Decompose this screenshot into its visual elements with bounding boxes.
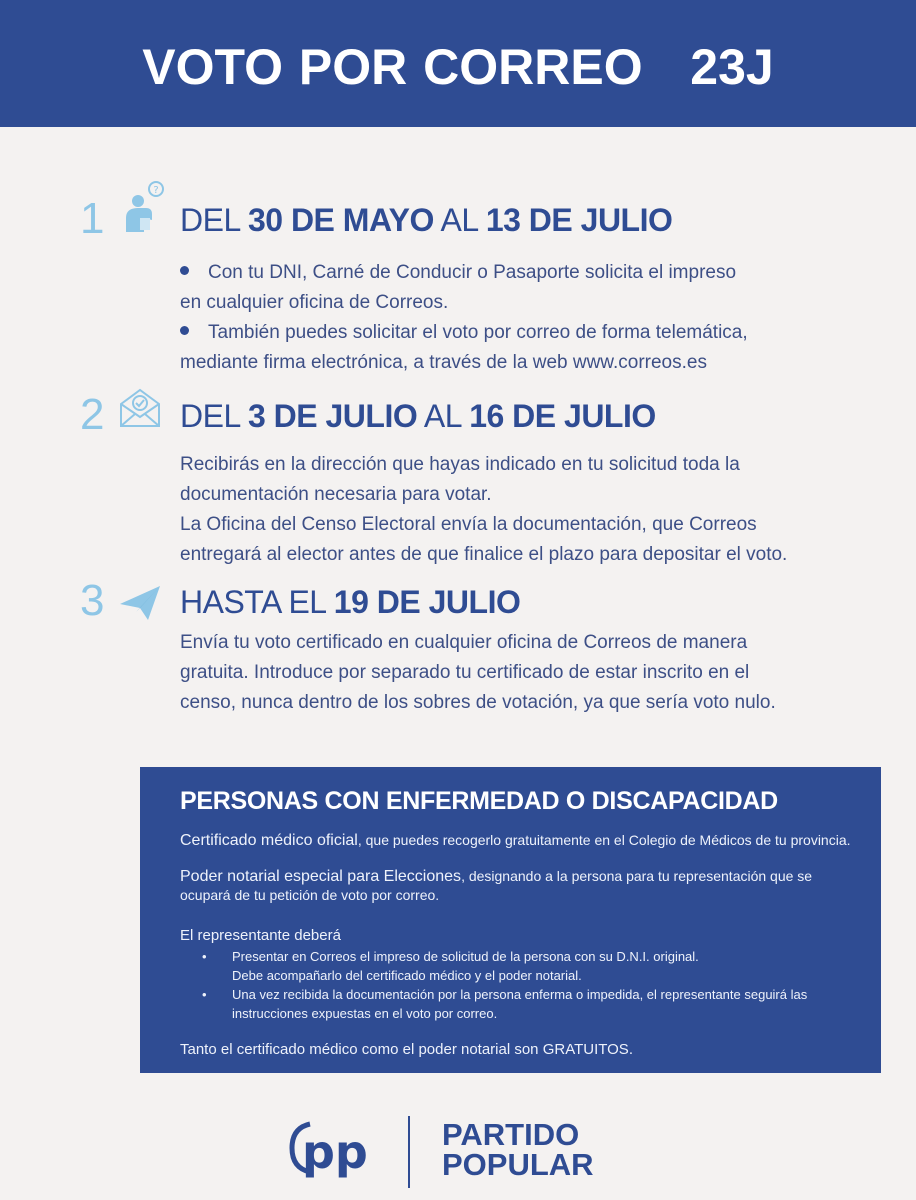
bullet-icon <box>180 266 189 275</box>
text-line: También puedes solicitar el voto por correo de forma telemática, <box>208 322 748 343</box>
text-line: Recibirás en la dirección que hayas indicado en tu solicitud toda la <box>180 454 740 475</box>
paragraph-text: , designando a la persona para tu representación que se <box>461 868 813 884</box>
paper-plane-icon <box>118 582 162 627</box>
step-title <box>180 584 520 621</box>
person-question-icon <box>118 180 166 241</box>
paragraph-lead: Certificado médico oficial <box>180 832 358 849</box>
party-name-line: POPULAR <box>442 1147 594 1182</box>
box-title: PERSONAS CON ENFERMEDAD O DISCAPACIDAD <box>180 787 778 815</box>
list-item-text: Debe acompañarlo del certificado médico y el poder notarial. <box>232 968 582 983</box>
medical-certificate-paragraph <box>180 831 851 850</box>
title-part: AL <box>417 398 470 434</box>
title-date-start: 3 DE JULIO <box>247 398 418 434</box>
list-item-text: • Una vez recibida la documentación por la persona enferma o impedida, el representante seguirá las <box>232 987 808 1002</box>
text-line: entregará al elector antes de que finalice el plazo para depositar el voto. <box>180 544 788 565</box>
title-date: 19 DE JULIO <box>333 584 521 620</box>
header-banner <box>0 0 916 127</box>
disability-info-box <box>140 767 881 1073</box>
page-title: VOTO POR CORREO 23J <box>142 39 774 95</box>
closing-note: Tanto el certificado médico como el poder notarial son GRATUITOS. <box>180 1041 633 1058</box>
bullet-line <box>180 258 748 288</box>
text-line: La Oficina del Censo Electoral envía la documentación, que Correos <box>180 514 757 535</box>
party-name <box>442 1117 594 1182</box>
step-number: 2 <box>80 390 105 439</box>
list-item-text: • Presentar en Correos el impreso de solicitud de la persona con su D.N.I. original. <box>232 949 699 964</box>
paragraph-lead: Poder notarial especial para Elecciones <box>180 868 462 885</box>
text-line: gratuita. Introduce por separado tu certificado de estar inscrito en el <box>180 662 750 683</box>
representative-list <box>202 947 807 1023</box>
envelope-check-icon <box>118 384 162 435</box>
step-title <box>180 398 656 435</box>
list-item <box>202 947 807 985</box>
title-part: HASTA EL <box>180 584 334 620</box>
title-date-end: 16 DE JULIO <box>469 398 656 434</box>
step-3-text <box>180 628 776 718</box>
svg-text:?: ? <box>153 185 159 196</box>
title-date-start: 30 DE MAYO <box>247 202 434 238</box>
notary-power-paragraph <box>180 867 812 905</box>
pp-logo-icon <box>288 1118 382 1189</box>
step-number: 3 <box>80 576 105 625</box>
bullet-icon <box>180 326 189 335</box>
step-number: 1 <box>80 194 105 243</box>
party-name-line: PARTIDO <box>442 1117 580 1152</box>
bullet-line <box>180 318 748 348</box>
title-part: AL <box>433 202 486 238</box>
text-line: Envía tu voto certificado en cualquier oficina de Correos de manera <box>180 632 748 653</box>
step-2-text <box>180 450 787 570</box>
representative-heading: El representante deberá <box>180 927 341 944</box>
paragraph-text: ocupará de tu petición de voto por correo. <box>180 887 440 903</box>
text-line: Con tu DNI, Carné de Conducir o Pasaporte solicita el impreso <box>208 262 737 283</box>
text-line: censo, nunca dentro de los sobres de votación, ya que sería voto nulo. <box>180 692 776 713</box>
text-line: documentación necesaria para votar. <box>180 484 492 505</box>
list-item <box>202 985 807 1023</box>
logo-text: pp <box>302 1125 368 1179</box>
title-part: DEL <box>180 202 248 238</box>
paragraph-text: , que puedes recogerlo gratuitamente en el Colegio de Médicos de tu provincia. <box>357 832 851 848</box>
step-title <box>180 202 672 239</box>
text-line: en cualquier oficina de Correos. <box>180 292 449 313</box>
title-part: DEL <box>180 398 248 434</box>
footer-divider <box>408 1116 410 1188</box>
title-date-end: 13 DE JULIO <box>485 202 673 238</box>
step-1-text <box>180 258 748 378</box>
text-line: mediante firma electrónica, a través de la web www.correos.es <box>180 352 707 373</box>
list-item-text: instrucciones expuestas en el voto por correo. <box>232 1006 498 1021</box>
